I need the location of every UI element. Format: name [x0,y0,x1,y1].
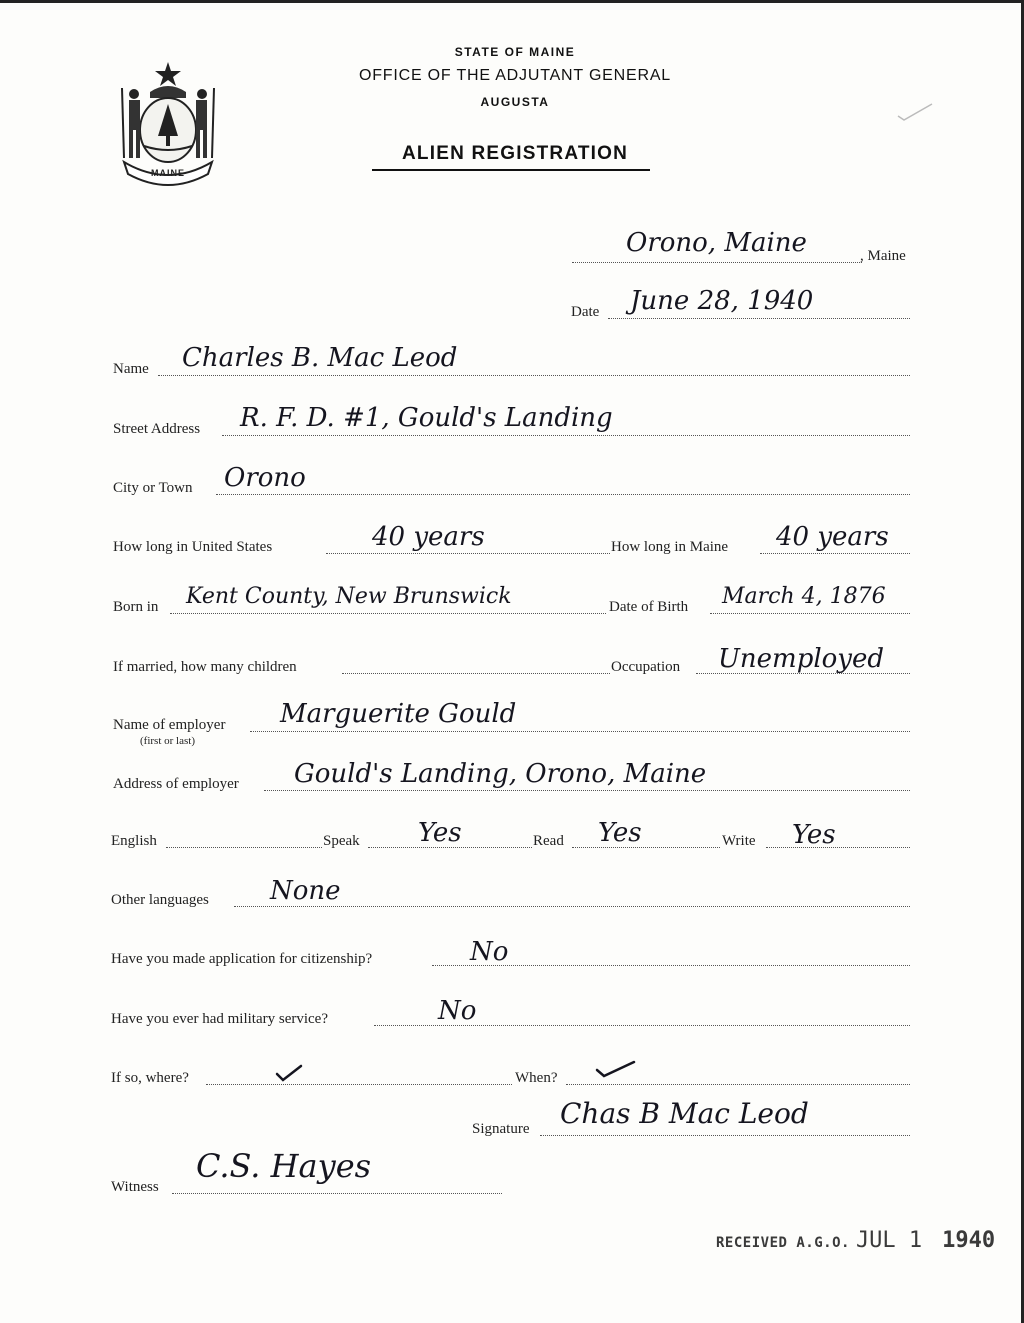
when-line [566,1084,910,1085]
employer-sublabel: (first or last) [140,735,195,747]
date-label: Date [571,304,600,320]
speak-value: Yes [418,818,462,848]
occupation-value: Unemployed [718,644,885,674]
place-line [572,262,862,263]
street-value: R. F. D. #1, Gould's Landing [240,403,613,433]
occupation-label: Occupation [611,659,681,675]
city-label: City or Town [113,480,193,496]
other-languages-value: None [270,876,341,906]
read-line [572,847,720,848]
citizenship-label: Have you made application for citizenship? [111,951,373,967]
when-label: When? [515,1070,558,1086]
street-label: Street Address [113,421,201,437]
where-label: If so, where? [111,1070,189,1086]
name-value: Charles B. Mac Leod [182,343,458,373]
stamp-text: RECEIVED A.G.O. [716,1235,850,1251]
header-state: STATE OF MAINE [454,45,576,59]
dob-line [710,613,910,614]
signature-label: Signature [472,1121,530,1137]
military-value: No [438,996,477,1026]
citizenship-value: No [470,937,509,967]
dob-value: March 4, 1876 [722,584,886,609]
title-underline [372,169,650,171]
read-label: Read [533,833,564,849]
received-stamp [716,1228,995,1253]
employer-address-line [264,790,910,791]
name-label: Name [113,361,149,377]
children-line [342,673,610,674]
check-mark-icon [896,100,936,124]
us-years-line [326,553,610,554]
us-years-label: How long in United States [113,539,273,555]
write-label: Write [722,833,756,849]
other-languages-line [234,906,910,907]
witness-line [172,1193,502,1194]
scan-edge-top [0,0,1024,3]
born-line [170,613,606,614]
employer-address-label: Address of employer [113,776,239,792]
city-line [216,494,910,495]
stamp-month: JUL 1 [855,1228,923,1253]
seal-banner-text: MAINE [151,168,185,178]
english-label: English [111,833,157,849]
born-value: Kent County, New Brunswick [186,584,512,609]
maine-years-value: 40 years [776,522,889,552]
employer-value: Marguerite Gould [280,699,517,729]
city-value: Orono [224,463,306,493]
born-label: Born in [113,599,159,615]
header-office: OFFICE OF THE ADJUTANT GENERAL [358,67,672,84]
date-value: June 28, 1940 [630,286,814,316]
check-mark-icon [274,1062,304,1084]
maine-years-line [760,553,910,554]
signature-value: Chas B Mac Leod [560,1097,809,1130]
street-line [222,435,910,436]
english-line [166,847,322,848]
write-line [766,847,910,848]
check-mark-icon [594,1058,638,1080]
maine-years-label: How long in Maine [611,539,729,555]
stamp-year: 1940 [942,1228,996,1253]
read-value: Yes [598,818,642,848]
witness-value: C.S. Hayes [196,1147,372,1185]
header-city: AUGUSTA [480,95,550,109]
employer-address-value: Gould's Landing, Orono, Maine [294,759,707,789]
signature-line [540,1135,910,1136]
military-label: Have you ever had military service? [111,1011,328,1027]
date-line [608,318,910,319]
other-languages-label: Other languages [111,892,209,908]
place-suffix: , Maine [860,248,906,264]
employer-line [250,731,910,732]
witness-label: Witness [111,1179,159,1195]
speak-label: Speak [323,833,360,849]
write-value: Yes [792,820,836,850]
form-title: ALIEN REGISTRATION [401,143,629,164]
place-value: Orono, Maine [626,228,807,258]
employer-label: Name of employer [113,717,226,733]
us-years-value: 40 years [372,522,485,552]
children-label: If married, how many children [113,659,297,675]
where-line [206,1084,512,1085]
name-line [158,375,910,376]
dob-label: Date of Birth [609,599,689,615]
